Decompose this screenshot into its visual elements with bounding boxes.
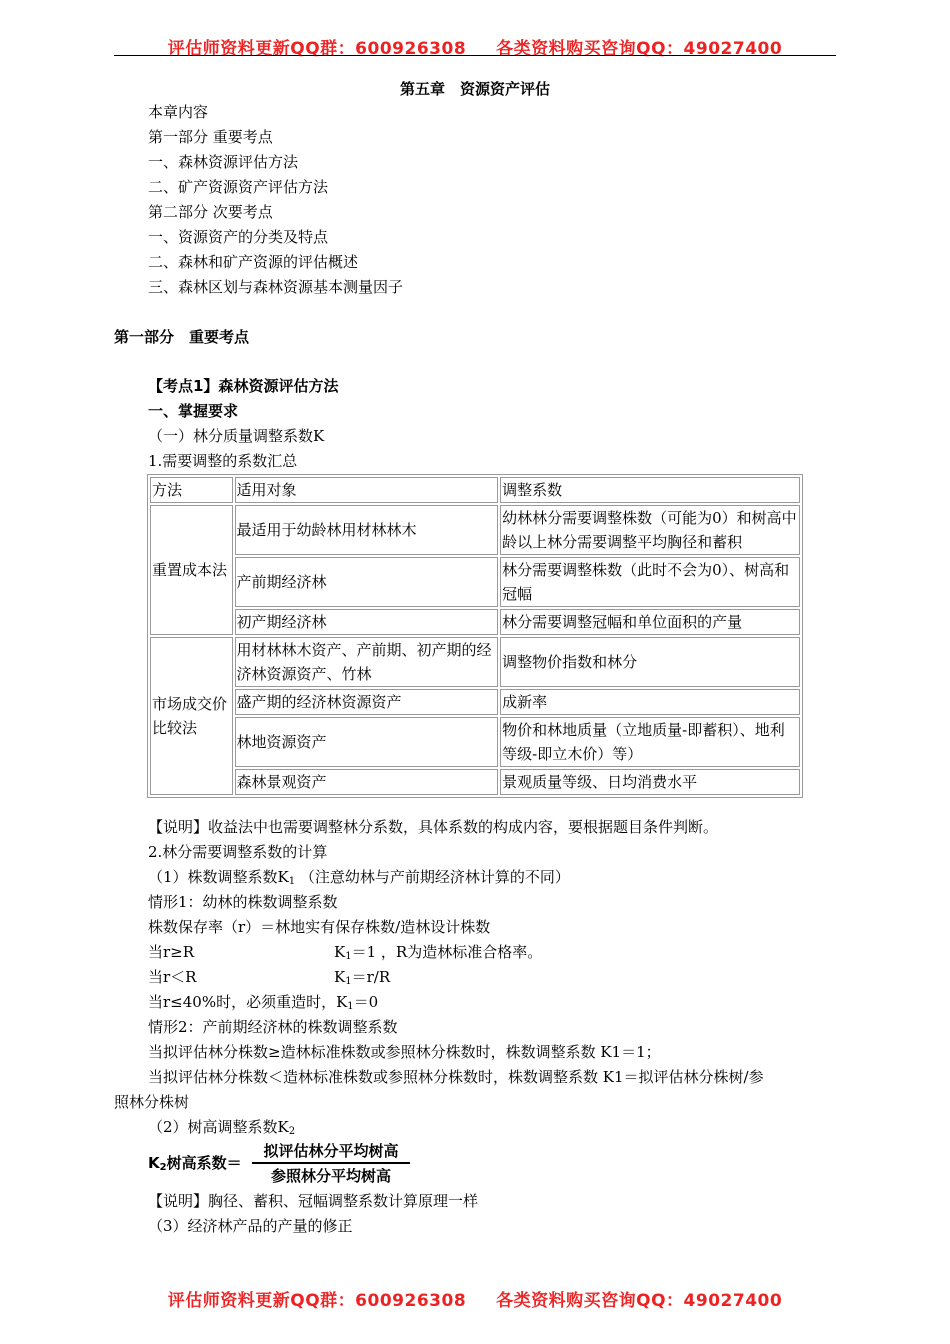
table-object-cell: 用材林林木资产、产前期、初产期的经济林资源资产、竹林 — [235, 637, 499, 687]
k1-note: （注意幼林与产前期经济林计算的不同） — [299, 868, 570, 886]
table-coef-cell: 林分需要调整株数（此时不会为0）、树高和冠幅 — [500, 557, 800, 607]
rate-definition: 株数保存率（r）＝林地实有保存株数/造林设计株数 — [148, 918, 491, 936]
condition-subscript: 1 — [347, 1001, 354, 1012]
coefficient-table — [147, 474, 803, 798]
formula-subscript: 2 — [159, 1162, 167, 1173]
table-object-cell: 初产期经济林 — [235, 609, 499, 635]
table-header-cell: 调整系数 — [500, 477, 800, 503]
toc-item: 第一部分 重要考点 — [148, 128, 273, 146]
table-coef-cell: 景观质量等级、日均消费水平 — [500, 769, 800, 795]
table-method-cell: 重置成本法 — [150, 505, 233, 635]
item-heading: （3）经济林产品的产量的修正 — [148, 1217, 353, 1235]
toc-item: 二、矿产资源资产评估方法 — [148, 178, 329, 196]
footer-qq-contact: 各类资料购买咨询QQ：49027400 — [496, 1291, 783, 1311]
table-row — [150, 769, 800, 795]
item-heading: 1.需要调整的系数汇总 — [148, 452, 298, 470]
k2-text: （2）树高调整系数K — [148, 1118, 289, 1136]
section-heading: 一、掌握要求 — [148, 402, 239, 420]
condition-main: 当r≤40%时，必须重造时，K — [148, 993, 348, 1011]
table-row — [150, 505, 800, 555]
formula-k: K — [148, 1154, 160, 1172]
k1-subscript: 1 — [288, 876, 296, 887]
table-header-cell: 适用对象 — [235, 477, 499, 503]
condition-text: 当r≥R — [148, 943, 195, 961]
table-header-row — [150, 477, 800, 503]
item-heading: 2.林分需要调整系数的计算 — [148, 843, 328, 861]
paragraph-line: 当拟评估林分株数≥造林标准株数或参照林分株数时，株数调整系数 K1＝1； — [148, 1043, 661, 1061]
chapter-title: 第五章 资源资产评估 — [399, 80, 550, 98]
formula-denominator: 参照林分平均树高 — [270, 1167, 391, 1185]
table-object-cell: 产前期经济林 — [235, 557, 499, 607]
condition-text: 当r＜R — [148, 968, 197, 986]
paragraph-line: 照林分株树 — [114, 1093, 190, 1111]
header-rule — [114, 55, 836, 56]
case-heading: 情形1：幼林的株数调整系数 — [148, 893, 338, 911]
case-heading: 情形2：产前期经济林的株数调整系数 — [148, 1018, 398, 1036]
toc-item: 本章内容 — [148, 103, 209, 121]
k2-heading — [148, 1117, 295, 1142]
result-text — [334, 967, 390, 992]
table-row — [150, 609, 800, 635]
table-object-cell: 最适用于幼龄林用材林林木 — [235, 505, 499, 555]
note-text: 【说明】胸径、蓄积、冠幅调整系数计算原理一样 — [148, 1192, 479, 1210]
formula-label: 树高系数＝ — [166, 1154, 242, 1172]
k1-text: （1）株数调整系数K — [148, 868, 289, 886]
k2-subscript: 2 — [288, 1126, 296, 1137]
formula-lhs — [148, 1152, 242, 1173]
header-qq-group: 评估师资料更新QQ群：600926308 — [167, 39, 467, 59]
result-subscript: 1 — [345, 951, 352, 962]
subsection-heading: （一）林分质量调整系数K — [148, 427, 325, 445]
table-method-cell: 市场成交价比较法 — [150, 637, 233, 795]
condition-text — [148, 992, 378, 1017]
toc-item: 一、森林资源评估方法 — [148, 153, 299, 171]
header-qq-contact: 各类资料购买咨询QQ：49027400 — [496, 39, 783, 59]
toc-item: 三、森林区划与森林资源基本测量因子 — [148, 278, 404, 296]
part1-heading: 第一部分 重要考点 — [114, 328, 250, 346]
table-object-cell: 森林景观资产 — [235, 769, 499, 795]
table-row — [150, 637, 800, 687]
table-coef-cell: 调整物价指数和林分 — [500, 637, 800, 687]
toc-item: 一、资源资产的分类及特点 — [148, 228, 329, 246]
table-object-cell: 盛产期的经济林资源资产 — [235, 689, 499, 715]
table-row — [150, 689, 800, 715]
paragraph-line: 当拟评估林分株数＜造林标准株数或参照林分株数时，株数调整系数 K1＝拟评估林分株树/参 — [148, 1068, 764, 1086]
table-coef-cell: 物价和林地质量（立地质量-即蓄积）、地利等级-即立木价）等） — [500, 717, 800, 767]
result-value: ＝r/R — [351, 968, 391, 986]
fraction-bar — [252, 1162, 410, 1164]
table-coef-cell: 幼林林分需要调整株数（可能为0）和树高中龄以上林分需要调整平均胸径和蓄积 — [500, 505, 800, 555]
formula-numerator: 拟评估林分平均树高 — [263, 1142, 399, 1160]
toc-item: 第二部分 次要考点 — [148, 203, 273, 221]
result-text — [334, 942, 542, 967]
table-row — [150, 557, 800, 607]
condition-value: ＝0 — [353, 993, 379, 1011]
table-coef-cell: 林分需要调整冠幅和单位面积的产量 — [500, 609, 800, 635]
result-subscript: 1 — [345, 976, 352, 987]
toc-item: 二、森林和矿产资源的评估概述 — [148, 253, 359, 271]
result-k: K — [334, 943, 346, 961]
note-text: 【说明】收益法中也需要调整林分系数，具体系数的构成内容，要根据题目条件判断。 — [148, 818, 719, 836]
result-value: ＝1 ，R为造林标准合格率。 — [351, 943, 543, 961]
footer-qq-group: 评估师资料更新QQ群：600926308 — [167, 1291, 467, 1311]
result-k: K — [334, 968, 346, 986]
table-object-cell: 林地资源资产 — [235, 717, 499, 767]
table-row — [150, 717, 800, 767]
k1-heading — [148, 867, 570, 892]
table-header-cell: 方法 — [150, 477, 233, 503]
kaodian-heading: 【考点1】森林资源评估方法 — [148, 377, 339, 395]
table-coef-cell: 成新率 — [500, 689, 800, 715]
page-footer — [0, 1286, 950, 1311]
